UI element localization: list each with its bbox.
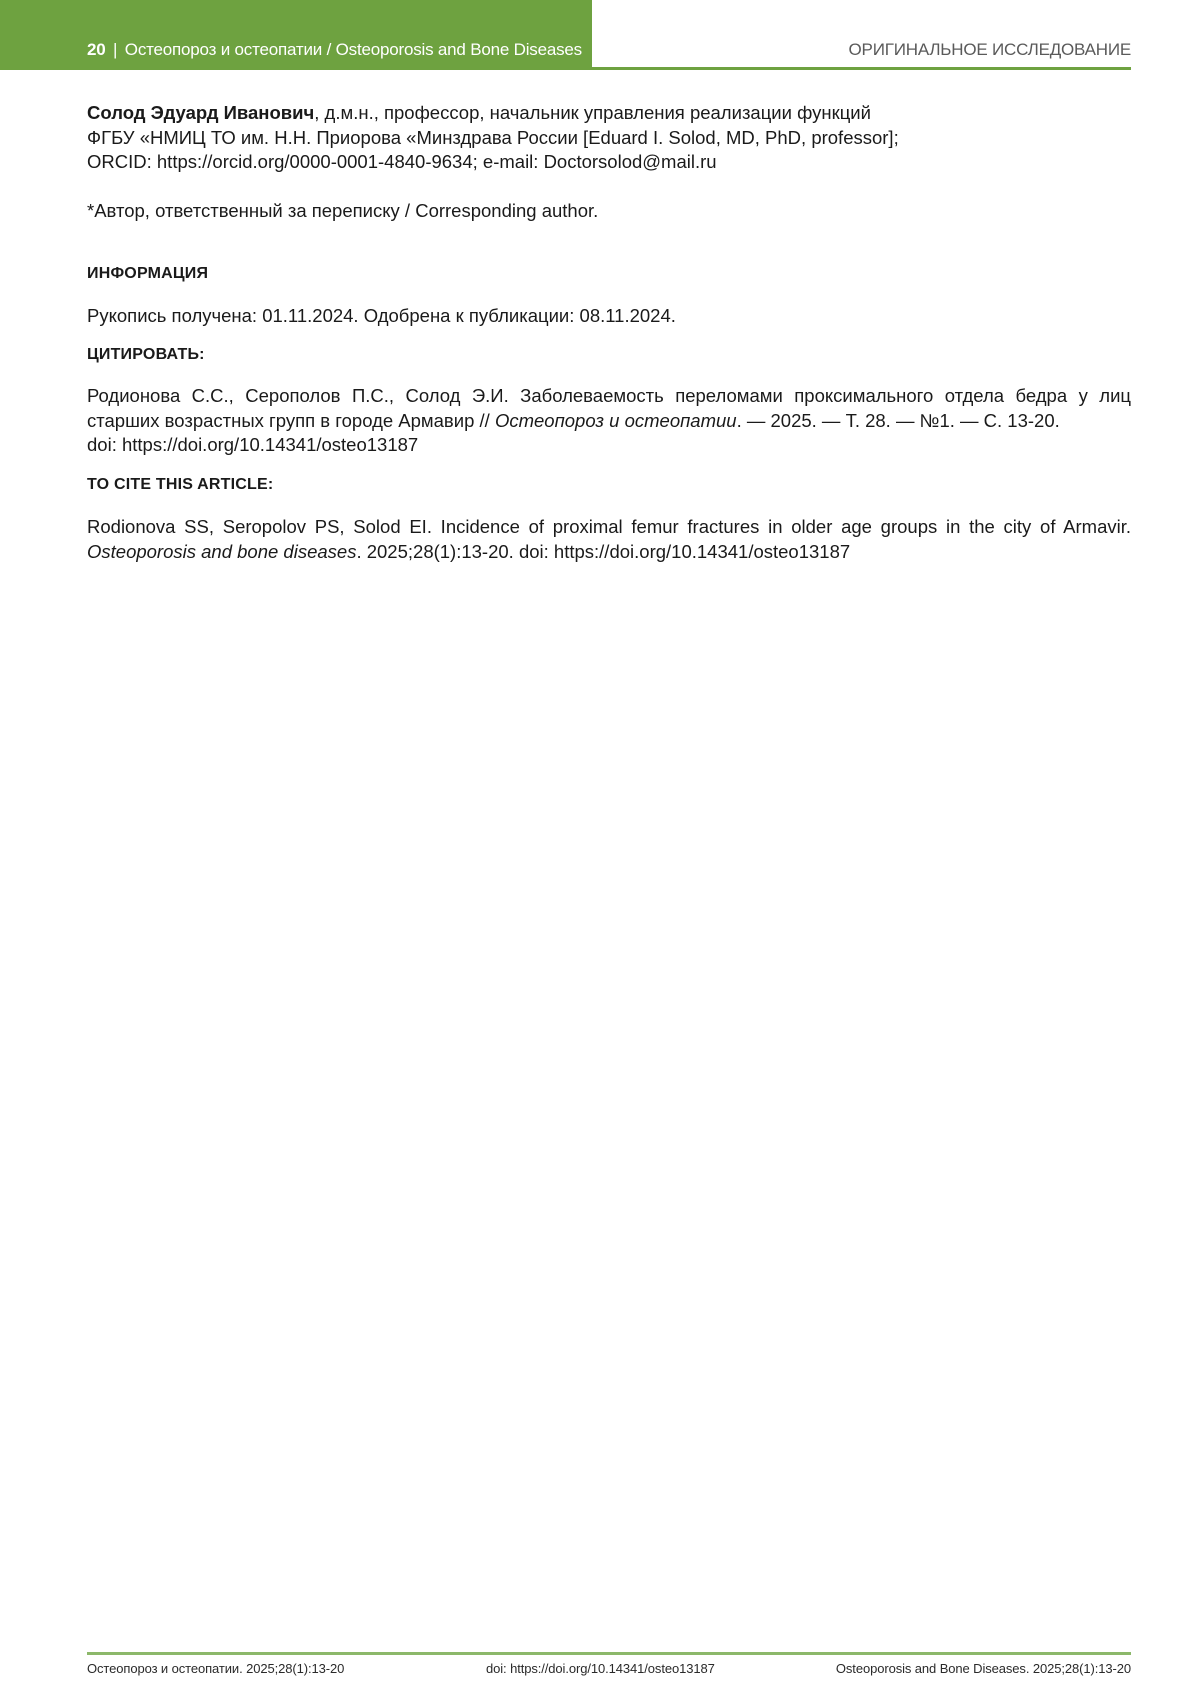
cite-ru-heading: ЦИТИРОВАТЬ: bbox=[87, 346, 205, 363]
manuscript-dates: Рукопись получена: 01.11.2024. Одобрена к публикации: 08.11.2024. bbox=[87, 305, 676, 326]
citation-ru-details: . — 2025. — Т. 28. — №1. — С. 13-20. bbox=[736, 409, 1060, 431]
citation-en-details: . 2025;28(1):13-20. doi: https://doi.org/10.14341/osteo13187 bbox=[356, 540, 851, 562]
header-separator: | bbox=[113, 40, 118, 59]
footer-journal-en: Osteoporosis and Bone Diseases. 2025;28(1):13-20 bbox=[835, 1661, 1131, 1676]
corresponding-author-note: *Автор, ответственный за переписку / Corresponding author. bbox=[87, 200, 599, 221]
author-credentials: , д.м.н., профессор, начальник управления реализации функций bbox=[314, 102, 871, 123]
page-number: 20 bbox=[87, 40, 106, 59]
info-heading: ИНФОРМАЦИЯ bbox=[87, 265, 209, 282]
author-line-2: ФГБУ «НМИЦ ТО им. Н.Н. Приорова «Минздрава России [Eduard I. Solod, MD, PhD, professor]; bbox=[87, 126, 899, 148]
author-info bbox=[87, 101, 1131, 175]
author-orcid-email: ORCID: https://orcid.org/0000-0001-4840-9634; e-mail: Doctorsolod@mail.ru bbox=[87, 151, 717, 172]
author-line-1 bbox=[87, 101, 1131, 126]
header-rule bbox=[592, 67, 1131, 70]
citation-en bbox=[87, 515, 1131, 564]
author-name: Солод Эдуард Иванович bbox=[87, 102, 315, 123]
journal-title: Остеопороз и остеопатии / Osteoporosis and Bone Diseases bbox=[124, 40, 582, 59]
citation-en-text: Rodionova SS, Seropolov PS, Solod EI. Incidence of proximal femur fractures in older age groups in the city of Armavir. bbox=[87, 516, 1131, 537]
footer-journal-ru: Остеопороз и остеопатии. 2025;28(1):13-20 bbox=[87, 1661, 345, 1676]
citation-ru-doi: doi: https://doi.org/10.14341/osteo13187 bbox=[87, 434, 419, 455]
citation-ru bbox=[87, 384, 1131, 458]
citation-en-journal: Osteoporosis and bone diseases bbox=[87, 540, 357, 562]
citation-ru-journal: Остеопороз и остеопатии bbox=[494, 409, 737, 431]
section-label: ОРИГИНАЛЬНОЕ ИССЛЕДОВАНИЕ bbox=[848, 40, 1131, 59]
cite-en-heading: TO CITE THIS ARTICLE: bbox=[87, 476, 274, 493]
footer-doi: doi: https://doi.org/10.14341/osteo13187 bbox=[486, 1661, 715, 1676]
running-head bbox=[87, 40, 582, 60]
citation-ru-text: Родионова С.С., Серополов П.С., Солод Э.И. Заболеваемость переломами проксимального отдела бедра у лиц старших возрастных групп в городе Армавир // bbox=[87, 385, 1131, 431]
footer-rule bbox=[87, 1652, 1131, 1655]
